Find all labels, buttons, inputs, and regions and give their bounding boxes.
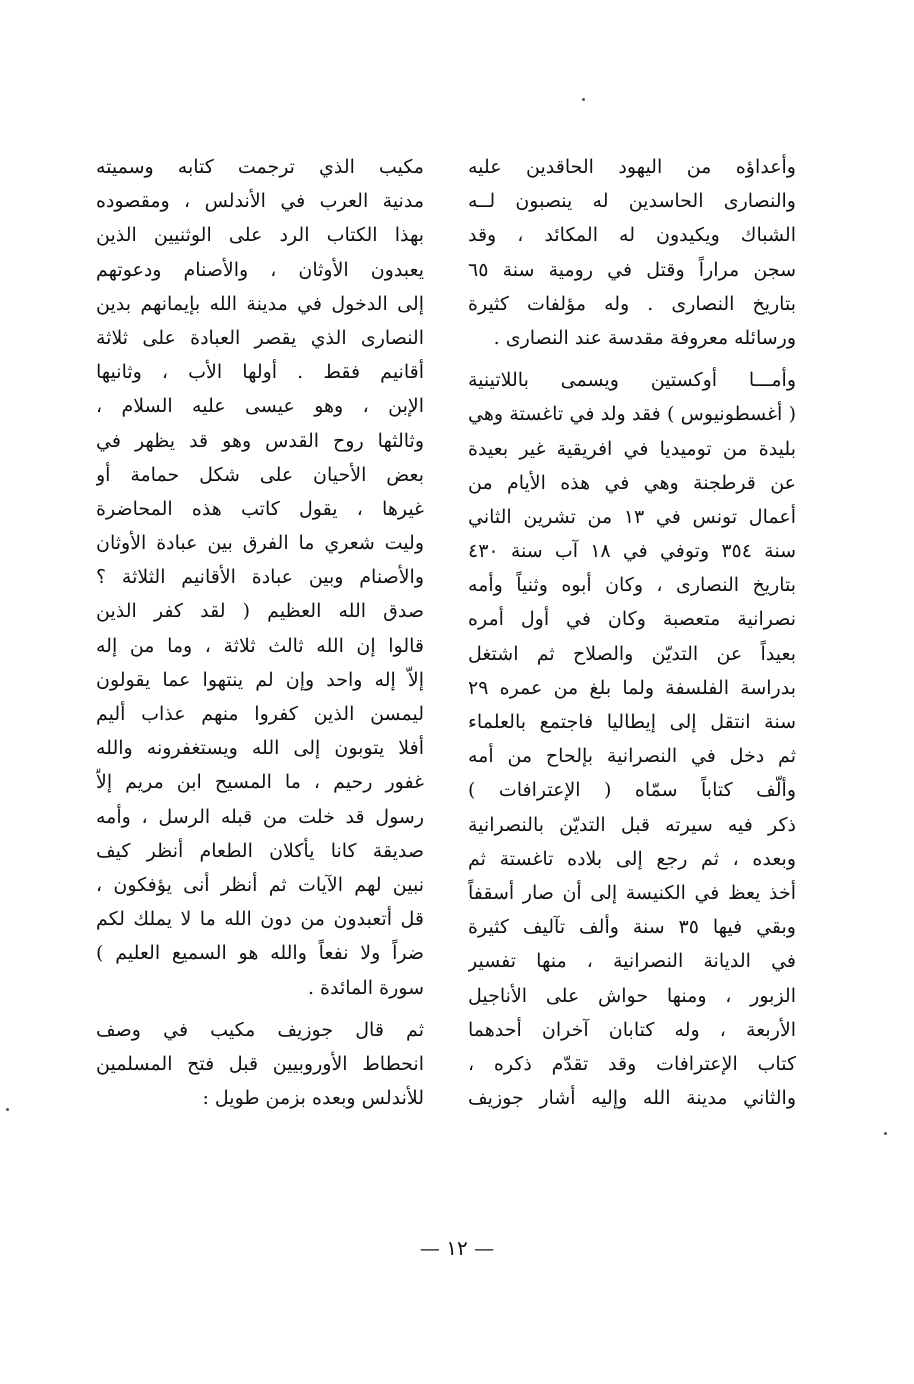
- scan-speck: [884, 1132, 887, 1135]
- paragraph-gap: [468, 355, 796, 363]
- text-line: للأندلس وبعده بزمن طويل :: [202, 1087, 424, 1110]
- text-line: يعبدون الأوثان ، والأصنام ودعوتهم: [96, 258, 424, 281]
- text-line: غيرها ، يقول كاتب هذه المحاضرة: [96, 497, 424, 520]
- text-line: مدنية العرب في الأندلس ، ومقصوده: [96, 190, 424, 213]
- text-line: أفلا يتوبون إلى الله ويستغفرونه والله: [96, 737, 424, 760]
- text-line: ( أغسطونيوس ) فقد ولد في تاغستة وهي: [468, 403, 796, 426]
- text-line: ليمسن الذين كفروا منهم عذاب أليم: [96, 703, 424, 725]
- text-line: والنصارى الحاسدين له ينصبون لــه: [468, 190, 796, 213]
- text-line: ذكر فيه سيرته قبل التديّن بالنصرانية: [468, 813, 796, 836]
- text-line: صدق الله العظيم ( لقد كفر الذين: [96, 600, 424, 623]
- text-line: وليت شعري ما الفرق بين عبادة الأوثان: [96, 532, 424, 555]
- text-line: وبقي فيها ٣٥ سنة وألف تآليف كثيرة: [468, 916, 796, 939]
- text-line: الزبور ، ومنها حواش على الأناجيل: [468, 984, 796, 1007]
- text-line: غفور رحيم ، ما المسيح ابن مريم إلاّ: [96, 771, 424, 794]
- text-line: نصرانية متعصبة وكان في أول أمره: [468, 608, 796, 631]
- text-column-left: [96, 150, 424, 1115]
- scan-speck: [582, 98, 585, 101]
- text-line: في الديانة النصرانية ، منها تفسير: [468, 950, 796, 973]
- text-line: وثالثها روح القدس وهو قد يظهر في: [96, 429, 424, 452]
- text-line: والثاني مدينة الله وإليه أشار جوزيف: [468, 1087, 796, 1110]
- text-line: بعيداً عن التديّن والصلاح ثم اشتغل: [468, 642, 796, 665]
- text-line: أخذ يعظ في الكنيسة إلى أن صار أسقفاً: [468, 881, 796, 904]
- text-line: قالوا إن الله ثالث ثلاثة ، وما من إله: [96, 634, 424, 657]
- text-line: بدراسة الفلسفة ولما بلغ من عمره ٢٩: [468, 676, 796, 699]
- text-line: سجن مراراً وقتل في رومية سنة ٦٥: [468, 258, 796, 281]
- text-line: نبين لهم الآيات ثم أنظر أنى يؤفكون ،: [96, 873, 424, 896]
- text-line: بليدة من توميديا في افريقية غير بعيدة: [468, 437, 796, 460]
- text-line: ثم دخل في النصرانية بإلحاح من أمه: [468, 745, 796, 768]
- text-line: عن قرطجنة وهي في هذه الأيام من: [468, 471, 796, 494]
- text-line: إلاّ إله واحد وإن لم ينتهوا عما يقولون: [96, 668, 424, 691]
- text-line: الشباك ويكيدون له المكائد ، وقد: [468, 224, 796, 247]
- text-line: ضراً ولا نفعاً والله هو السميع العليم ): [96, 942, 424, 965]
- text-line: ثم قال جوزيف مكيب في وصف: [96, 1018, 424, 1041]
- text-line: بهذا الكتاب الرد على الوثنيين الذين: [96, 224, 424, 247]
- paragraph-gap: [96, 1005, 424, 1013]
- text-line: الأربعة ، وله كتابان آخران أحدهما: [468, 1018, 796, 1041]
- text-line: أقانيم فقط . أولها الأب ، وثانيها: [96, 361, 424, 384]
- text-line: بتاريخ النصارى . وله مؤلفات كثيرة: [468, 292, 796, 315]
- text-line: وبعده ، ثم رجع إلى بلاده تاغستة ثم: [468, 847, 796, 870]
- text-line: سنة ٣٥٤ وتوفي في ١٨ آب سنة ٤٣٠: [468, 540, 796, 563]
- page-number: — ١٢ —: [419, 1236, 495, 1260]
- text-line: الإبن ، وهو عيسى عليه السلام ،: [96, 395, 424, 418]
- text-line: سورة المائدة .: [307, 976, 424, 999]
- text-line: بعض الأحيان على شكل حمامة أو: [96, 463, 424, 486]
- text-line: وأعداؤه من اليهود الحاقدين عليه: [468, 156, 796, 178]
- text-line: مكيب الذي ترجمت كتابه وسميته: [96, 156, 424, 178]
- text-line: وأمـــا أوكستين ويسمى باللاتينية: [468, 369, 796, 392]
- text-line: كتاب الإعترافات وقد تقدّم ذكره ،: [468, 1052, 796, 1075]
- scan-speck: [6, 1108, 9, 1111]
- text-line: ورسائله معروفة مقدسة عند النصارى .: [493, 326, 796, 349]
- text-line: إلى الدخول في مدينة الله بإيمانهم بدين: [96, 292, 424, 315]
- text-line: قل أتعبدون من دون الله ما لا يملك لكم: [96, 908, 424, 931]
- text-line: صديقة كانا يأكلان الطعام أنظر كيف: [96, 839, 424, 862]
- text-line: سنة انتقل إلى إيطاليا فاجتمع بالعلماء: [468, 711, 796, 733]
- text-line: أعمال تونس في ١٣ من تشرين الثاني: [468, 505, 796, 528]
- text-line: رسول قد خلت من قبله الرسل ، وأمه: [96, 805, 424, 828]
- text-column-right: [468, 150, 796, 1115]
- text-line: النصارى الذي يقصر العبادة على ثلاثة: [96, 326, 424, 349]
- text-line: انحطاط الأوروبيين قبل فتح المسلمين: [96, 1052, 424, 1075]
- text-line: وألّف كتاباً سمّاه ( الإعترافات ): [468, 779, 796, 802]
- text-line: والأصنام وبين عبادة الأقانيم الثلاثة ؟: [96, 566, 424, 589]
- text-line: بتاريخ النصارى ، وكان أبوه وثنياً وأمه: [468, 574, 796, 597]
